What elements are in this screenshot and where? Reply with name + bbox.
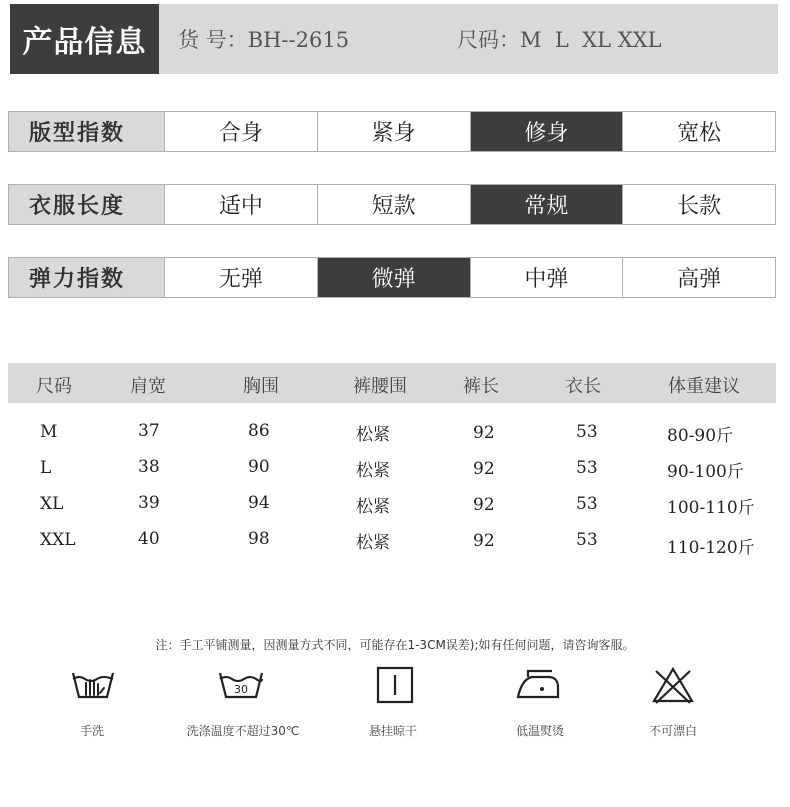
cell-weight: 110-120斤: [667, 538, 755, 558]
fit-index-row: [8, 111, 776, 152]
cell-chest: 90: [248, 457, 270, 477]
fit-option: 合身: [164, 112, 317, 151]
cell-pants-length: 92: [473, 531, 495, 551]
elasticity-row: [8, 257, 776, 298]
measurement-note: 注：手工平铺测量，因测量方式不同，可能存在1-3CM误差);如有任何问题，请咨询客服。: [155, 638, 635, 652]
size-list-label: 尺码：: [457, 28, 520, 52]
elasticity-option-selected: 微弹: [317, 258, 470, 297]
cell-waist: 松紧: [356, 425, 390, 445]
no-bleach-icon: [648, 662, 698, 708]
care-label-hand-wash: 手洗: [79, 724, 104, 738]
column-header-top-length: 衣长: [565, 376, 601, 397]
cell-size: M: [40, 422, 58, 442]
hand-wash-icon: [68, 662, 118, 708]
column-header-chest: 胸围: [243, 376, 279, 397]
cell-weight: 100-110斤: [667, 498, 755, 518]
cell-chest: 86: [248, 421, 270, 441]
cell-chest: 94: [248, 493, 270, 513]
fit-option: 宽松: [622, 112, 775, 151]
cell-shoulder: 37: [138, 421, 160, 441]
cell-pants-length: 92: [473, 459, 495, 479]
item-number: [178, 24, 349, 54]
column-header-weight: 体重建议: [668, 376, 740, 397]
cell-size: XXL: [40, 530, 76, 550]
cell-waist: 松紧: [356, 497, 390, 517]
size-list-values: M L XL XXL: [520, 28, 662, 52]
wash-temperature: 30: [234, 683, 248, 696]
elasticity-option: 高弹: [622, 258, 775, 297]
column-header-shoulder: 肩宽: [130, 376, 166, 397]
cell-chest: 98: [248, 529, 270, 549]
cell-top-length: 53: [576, 422, 598, 442]
cell-size: XL: [40, 494, 64, 514]
elasticity-option: 中弹: [470, 258, 623, 297]
fit-option: 紧身: [317, 112, 470, 151]
care-label-low-iron: 低温熨烫: [515, 724, 564, 738]
size-list: [457, 24, 662, 54]
cell-pants-length: 92: [473, 423, 495, 443]
cell-weight: 90-100斤: [667, 462, 744, 482]
cell-weight: 80-90斤: [667, 426, 734, 446]
hang-dry-icon: [370, 662, 420, 708]
length-label: 衣服长度: [9, 185, 164, 224]
care-label-wash-temp: 洗涤温度不超过30℃: [186, 724, 300, 738]
cell-shoulder: 38: [138, 457, 160, 477]
product-info-title: 产品信息: [10, 4, 159, 74]
cell-size: L: [40, 458, 52, 478]
wash-30-icon: [216, 662, 266, 708]
cell-waist: 松紧: [356, 461, 390, 481]
elasticity-label: 弹力指数: [9, 258, 164, 297]
cell-waist: 松紧: [356, 533, 390, 553]
column-header-waist: 裤腰围: [353, 376, 407, 397]
column-header-pants-length: 裤长: [463, 376, 499, 397]
length-option-selected: 常规: [470, 185, 623, 224]
cell-shoulder: 40: [138, 529, 160, 549]
cell-shoulder: 39: [138, 493, 160, 513]
elasticity-option: 无弹: [164, 258, 317, 297]
cell-top-length: 53: [576, 458, 598, 478]
care-label-hang-dry: 悬挂晾干: [368, 724, 417, 738]
cell-top-length: 53: [576, 494, 598, 514]
column-header-size: 尺码: [36, 376, 72, 397]
fit-option-selected: 修身: [470, 112, 623, 151]
low-iron-icon: [513, 662, 563, 708]
cell-top-length: 53: [576, 530, 598, 550]
length-option: 适中: [164, 185, 317, 224]
length-row: [8, 184, 776, 225]
length-option: 短款: [317, 185, 470, 224]
cell-pants-length: 92: [473, 495, 495, 515]
fit-index-label: 版型指数: [9, 112, 164, 151]
care-label-no-bleach: 不可漂白: [648, 724, 697, 738]
item-number-label: 货 号：: [178, 28, 248, 52]
length-option: 长款: [622, 185, 775, 224]
item-number-value: BH--2615: [247, 28, 350, 52]
